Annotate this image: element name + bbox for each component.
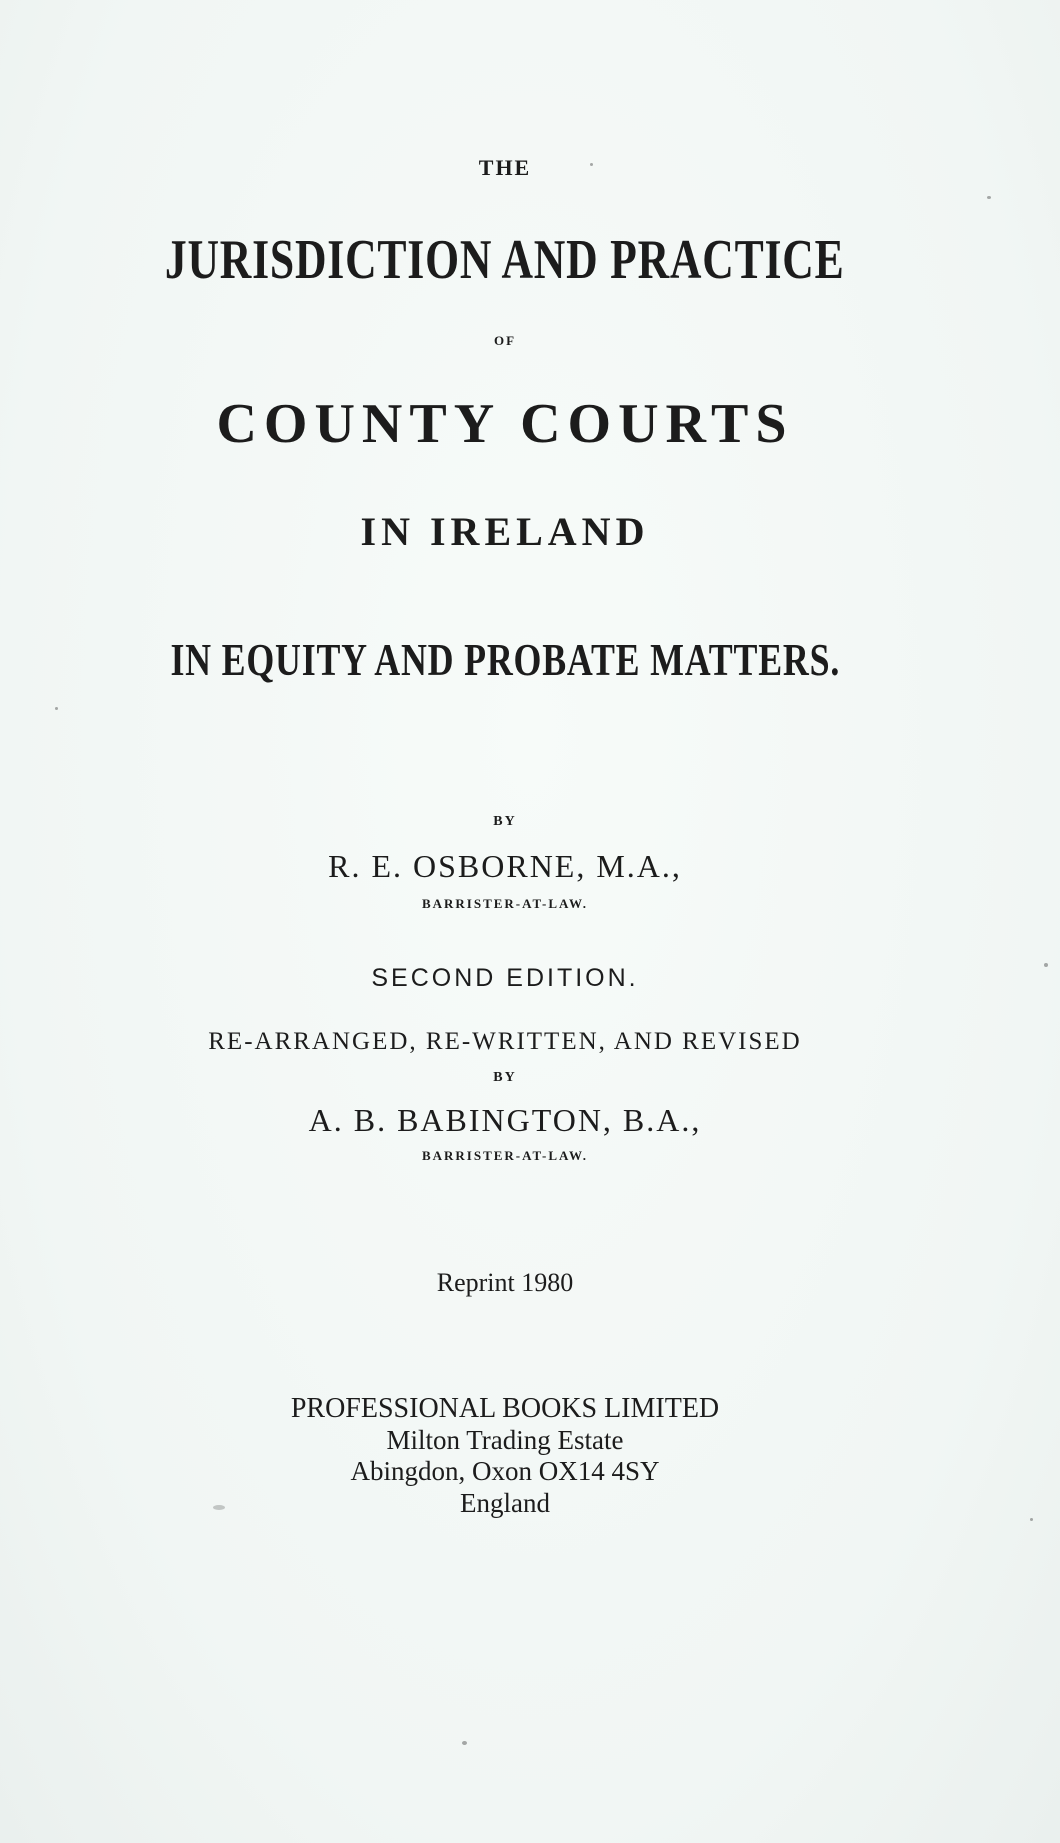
paper-speck bbox=[590, 163, 593, 166]
paper-speck bbox=[987, 196, 991, 199]
revision-note: RE-ARRANGED, RE-WRITTEN, AND REVISED bbox=[208, 1028, 802, 1055]
title-line1-wrap bbox=[0, 229, 1010, 291]
title-line1: JURISDICTION AND PRACTICE bbox=[165, 229, 845, 291]
paper-speck bbox=[462, 1741, 467, 1745]
edition: SECOND EDITION. bbox=[371, 964, 639, 992]
author-2-role: BARRISTER-AT-LAW. bbox=[421, 1148, 589, 1163]
publisher-address-2: Abingdon, Oxon OX14 4SY bbox=[350, 1456, 660, 1486]
publisher-name: PROFESSIONAL BOOKS LIMITED bbox=[290, 1393, 720, 1424]
by-label-2: BY bbox=[493, 1070, 517, 1085]
paper-speck bbox=[213, 1505, 225, 1510]
title-of: OF bbox=[493, 333, 517, 348]
reprint-note: Reprint 1980 bbox=[436, 1268, 574, 1297]
paper-speck bbox=[1030, 1518, 1033, 1521]
title-the: THE bbox=[478, 155, 532, 180]
paper-speck bbox=[55, 707, 58, 710]
title-line2: COUNTY COURTS bbox=[216, 393, 794, 455]
title-line3: IN IRELAND bbox=[360, 509, 650, 554]
paper-speck bbox=[1044, 963, 1048, 967]
author-2: A. B. BABINGTON, B.A., bbox=[308, 1102, 702, 1138]
publisher-address-3: England bbox=[460, 1488, 550, 1518]
subtitle-wrap bbox=[0, 634, 1010, 685]
by-label-1: BY bbox=[493, 814, 517, 829]
subtitle: IN EQUITY AND PROBATE MATTERS. bbox=[170, 634, 840, 685]
publisher-address-1: Milton Trading Estate bbox=[386, 1425, 624, 1455]
author-1: R. E. OSBORNE, M.A., bbox=[328, 848, 682, 884]
author-1-role: BARRISTER-AT-LAW. bbox=[421, 896, 589, 911]
